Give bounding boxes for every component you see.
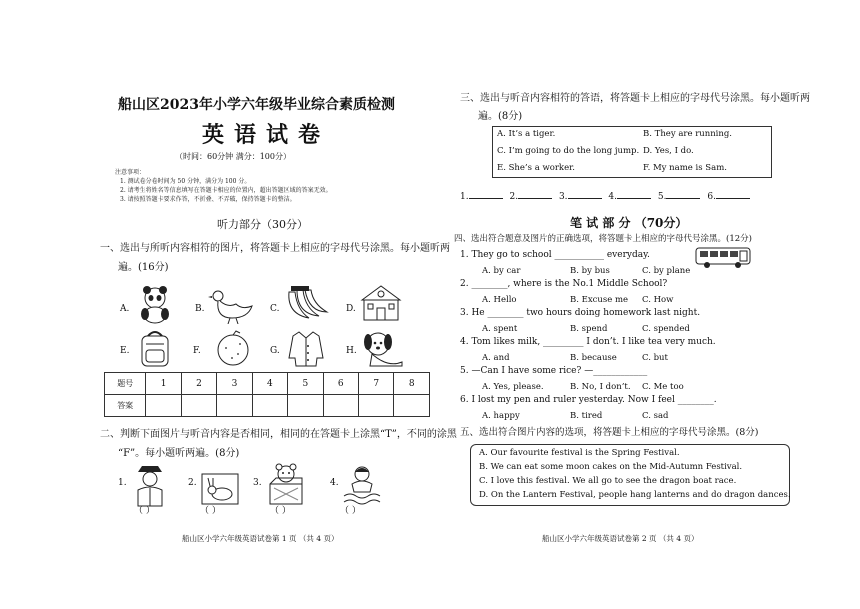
table-header-answer: 答案 bbox=[105, 395, 146, 417]
blank-2[interactable] bbox=[518, 198, 552, 199]
blank-5[interactable] bbox=[666, 198, 700, 199]
written-section-title: 笔 试 部 分 （70分） bbox=[570, 216, 688, 230]
pic-label-h: H. bbox=[346, 346, 357, 356]
section-3-instruction: 三、选出与听音内容相符的答语，将答题卡上相应的字母代号涂黑。每小题听两 bbox=[460, 93, 810, 104]
answer-cell[interactable] bbox=[394, 395, 430, 417]
banana-icon bbox=[283, 284, 329, 324]
notice-3: 3. 请按照答题卡要求作答，不折叠、不弄破，保持答题卡的整洁。 bbox=[120, 196, 296, 203]
exam-subject: 英语试卷 bbox=[202, 122, 331, 148]
blank-label-3: 3. bbox=[558, 192, 568, 202]
blank-label-5: 5. bbox=[657, 192, 667, 202]
question-5: 5. —Can I have some rice? —____________ bbox=[460, 366, 648, 376]
q6-option-b[interactable]: B. tired bbox=[570, 411, 603, 421]
q2-option-a[interactable]: A. Hello bbox=[482, 295, 517, 305]
blank-6[interactable] bbox=[716, 198, 750, 199]
pic-label-b: B. bbox=[195, 304, 205, 314]
table-cell: 8 bbox=[394, 373, 430, 395]
pic-label-a: A. bbox=[120, 304, 130, 314]
notice-2: 2. 请考生将姓名等信息填写在答题卡相应的位置内，超出答题区域的答案无效。 bbox=[120, 187, 332, 194]
section-2-instruction: 二、判断下面图片与听音内容是否相同，相同的在答题卡上涂黑“T”，不同的涂黑 bbox=[100, 429, 457, 440]
sec2-label-4: 4. bbox=[330, 478, 339, 488]
bear-in-box-icon bbox=[264, 462, 308, 506]
answer-cell[interactable] bbox=[359, 395, 394, 417]
blank-label-1: 1. bbox=[460, 192, 469, 202]
panda-icon bbox=[132, 284, 178, 324]
section-3-instruction-cont: 遍。(8分) bbox=[478, 111, 523, 122]
sec2-label-2: 2. bbox=[188, 478, 197, 488]
answer-paren-3[interactable]: （ ） bbox=[270, 506, 291, 516]
pic-label-d: D. bbox=[346, 304, 356, 314]
pic-label-f: F. bbox=[193, 346, 201, 356]
answer-cell[interactable] bbox=[288, 395, 323, 417]
table-header-number: 题号 bbox=[105, 373, 146, 395]
answer-paren-4[interactable]: （ ） bbox=[340, 506, 361, 516]
section-5-instruction: 五、选出符合图片内容的选项，将答题卡上相应的字母代号涂黑。(8分) bbox=[460, 427, 759, 438]
answer-cell[interactable] bbox=[181, 395, 216, 417]
q5-option-c[interactable]: C. Me too bbox=[642, 382, 684, 392]
time-info: （时间：60分钟 满分：100分） bbox=[175, 152, 291, 161]
blank-4[interactable] bbox=[617, 198, 651, 199]
option-b: B. They are running. bbox=[643, 129, 733, 139]
table-cell: 6 bbox=[323, 373, 358, 395]
festival-option-b: B. We can eat some moon cakes on the Mid-Autumn Festival. bbox=[479, 462, 743, 472]
answer-cell[interactable] bbox=[252, 395, 287, 417]
notice-title: 注意事项： bbox=[115, 169, 146, 176]
rabbit-icon bbox=[200, 470, 240, 506]
question-4: 4. Tom likes milk, _________ I don’t. I like tea very much. bbox=[460, 337, 716, 347]
q5-option-b[interactable]: B. No, I don’t. bbox=[570, 382, 631, 392]
blank-label-4: 4. bbox=[608, 192, 617, 202]
school-icon bbox=[358, 282, 404, 322]
page-footer-1: 船山区小学六年级英语试卷第 1 页 （共 4 页） bbox=[182, 534, 339, 543]
option-a: A. It’s a tiger. bbox=[497, 129, 556, 139]
coat-icon bbox=[283, 328, 329, 368]
pic-label-c: C. bbox=[270, 304, 280, 314]
table-cell: 3 bbox=[217, 373, 252, 395]
sec2-label-3: 3. bbox=[253, 478, 262, 488]
blank-label-2: 2. bbox=[509, 192, 519, 202]
answer-cell[interactable] bbox=[146, 395, 181, 417]
table-cell: 7 bbox=[359, 373, 394, 395]
section-3-option-box bbox=[492, 126, 772, 178]
table-row-numbers bbox=[105, 373, 430, 395]
q6-option-c[interactable]: C. sad bbox=[642, 411, 669, 421]
q4-option-a[interactable]: A. and bbox=[482, 353, 510, 363]
table-cell: 4 bbox=[252, 373, 287, 395]
festival-option-c: C. I love this festival. We all go to see the dragon boat race. bbox=[479, 476, 737, 486]
q1-option-a[interactable]: A. by car bbox=[482, 266, 521, 276]
option-f: F. My name is Sam. bbox=[643, 163, 727, 173]
dog-icon bbox=[358, 328, 404, 368]
policeman-icon bbox=[130, 464, 170, 508]
q3-option-a[interactable]: A. spent bbox=[482, 324, 518, 334]
exam-header: 船山区2023年小学六年级毕业综合素质检测 bbox=[118, 97, 395, 113]
answer-cell[interactable] bbox=[323, 395, 358, 417]
question-6: 6. I lost my pen and ruler yesterday. Now I feel ________. bbox=[460, 395, 717, 405]
answer-cell[interactable] bbox=[217, 395, 252, 417]
girl-swimming-icon bbox=[342, 462, 382, 506]
sec2-label-1: 1. bbox=[118, 478, 127, 488]
orange-icon bbox=[210, 328, 256, 368]
pic-label-e: E. bbox=[120, 346, 130, 356]
section-1-instruction: 一、选出与所听内容相符的图片，将答题卡上相应的字母代号涂黑。每小题听两 bbox=[100, 243, 450, 254]
section-4-instruction: 四、选出符合题意及图片的正确选项，将答题卡上相应的字母代号涂黑。(12分) bbox=[454, 234, 752, 244]
q2-option-b[interactable]: B. Excuse me bbox=[570, 295, 629, 305]
question-1: 1. They go to school ___________ everyday. bbox=[460, 250, 650, 260]
q2-option-c[interactable]: C. How bbox=[642, 295, 674, 305]
blank-label-6: 6. bbox=[707, 192, 716, 202]
answer-table bbox=[104, 372, 430, 417]
q3-option-c[interactable]: C. spended bbox=[642, 324, 690, 334]
q1-option-b[interactable]: B. by bus bbox=[570, 266, 610, 276]
festival-option-d: D. On the Lantern Festival, people hang lanterns and do dragon dances. bbox=[479, 490, 791, 500]
q1-option-c[interactable]: C. by plane bbox=[642, 266, 691, 276]
option-e: E. She’s a worker. bbox=[497, 163, 575, 173]
section-5-option-box bbox=[470, 444, 790, 506]
section-1-instruction-cont: 遍。(16分) bbox=[118, 262, 169, 273]
q6-option-a[interactable]: A. happy bbox=[482, 411, 520, 421]
backpack-icon bbox=[132, 328, 178, 368]
duck-icon bbox=[208, 284, 254, 324]
blank-3[interactable] bbox=[568, 198, 602, 199]
blank-1[interactable] bbox=[469, 198, 503, 199]
option-d: D. Yes, I do. bbox=[643, 146, 694, 156]
table-cell: 2 bbox=[181, 373, 216, 395]
bus-icon bbox=[694, 244, 752, 270]
table-cell: 1 bbox=[146, 373, 181, 395]
section-2-instruction-cont: “F”。每小题听两遍。(8分) bbox=[118, 448, 240, 459]
pic-label-g: G. bbox=[270, 346, 280, 356]
table-cell: 5 bbox=[288, 373, 323, 395]
notice-1: 1. 测试卷分卷时间为 50 分钟，满分为 100 分。 bbox=[120, 178, 251, 185]
exam-page-2 bbox=[430, 0, 860, 609]
table-row-answers bbox=[105, 395, 430, 417]
listening-title: 听力部分（30分） bbox=[217, 218, 308, 231]
q4-option-b[interactable]: B. because bbox=[570, 353, 617, 363]
page-footer-2: 船山区小学六年级英语试卷第 2 页 （共 4 页） bbox=[542, 534, 699, 543]
option-c: C. I’m going to do the long jump. bbox=[497, 146, 640, 156]
festival-option-a: A. Our favourite festival is the Spring Festival. bbox=[479, 448, 680, 458]
answer-paren-1[interactable]: （ ） bbox=[134, 506, 155, 516]
q3-option-b[interactable]: B. spend bbox=[570, 324, 608, 334]
q5-option-a[interactable]: A. Yes, please. bbox=[482, 382, 544, 392]
question-2: 2. ________, where is the No.1 Middle School? bbox=[460, 279, 668, 289]
question-3: 3. He ________ two hours doing homework last night. bbox=[460, 308, 701, 318]
blank-row bbox=[460, 192, 750, 202]
answer-paren-2[interactable]: （ ） bbox=[200, 506, 221, 516]
q4-option-c[interactable]: C. but bbox=[642, 353, 668, 363]
